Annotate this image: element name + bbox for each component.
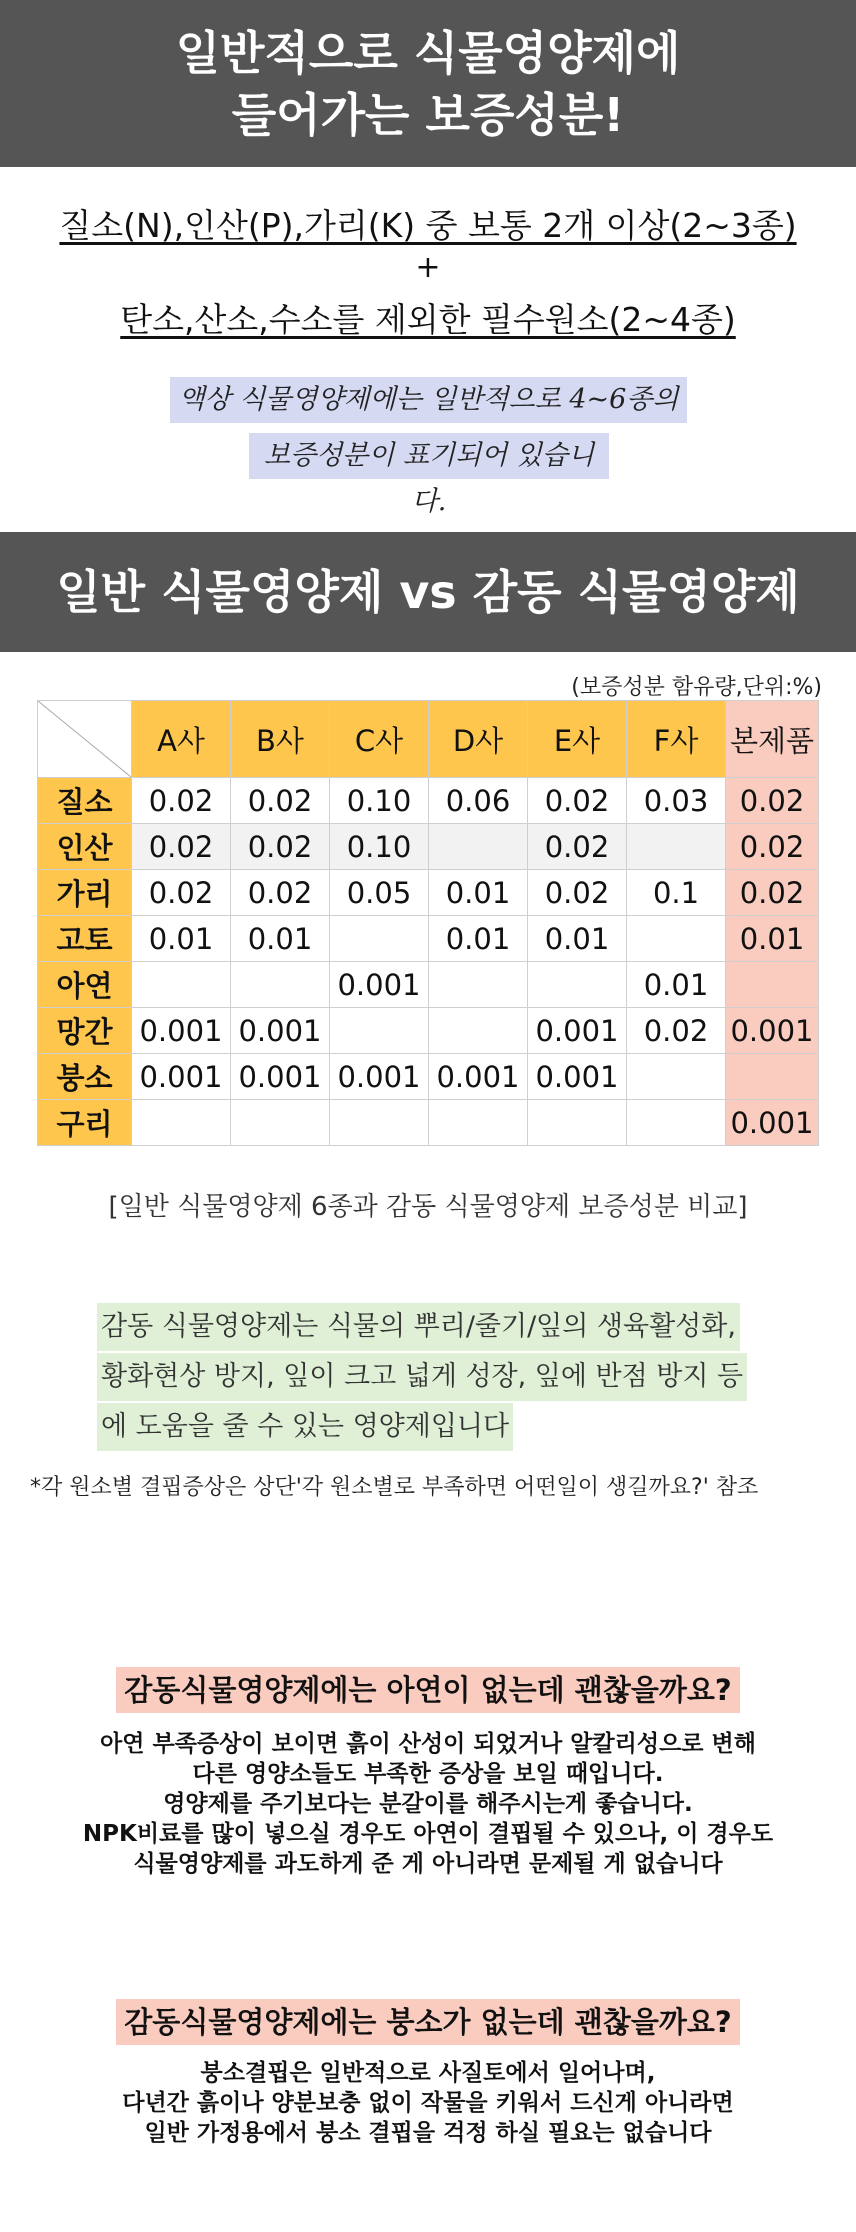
- answer-line: 식물영양제를 과도하게 준 게 아니라면 문제될 게 없습니다: [133, 1851, 723, 1877]
- table-cell: 0.02: [132, 778, 231, 824]
- table-cell: 0.001: [528, 1054, 627, 1100]
- table-cell: [627, 1054, 726, 1100]
- table-row: [38, 824, 819, 870]
- table-cell: [627, 916, 726, 962]
- table-cell: 0.05: [330, 870, 429, 916]
- table-cell: 0.001: [132, 1054, 231, 1100]
- table-cell: 0.02: [132, 870, 231, 916]
- table-cell: 0.01: [231, 916, 330, 962]
- table-cell: [231, 1100, 330, 1146]
- table-cell: [528, 1100, 627, 1146]
- table-header-row: [38, 701, 819, 778]
- column-header: F사: [627, 701, 726, 778]
- table-row: [38, 1100, 819, 1146]
- table-cell: [429, 1100, 528, 1146]
- row-header: 망간: [38, 1008, 132, 1054]
- top-banner-line1: 일반적으로 식물영양제에: [175, 26, 681, 80]
- table-cell: [132, 1100, 231, 1146]
- table-cell: [429, 1008, 528, 1054]
- table-cell: 0.02: [132, 824, 231, 870]
- table-cell: [330, 1008, 429, 1054]
- column-header: D사: [429, 701, 528, 778]
- table-cell: 0.001: [231, 1008, 330, 1054]
- table-row: [38, 916, 819, 962]
- own-product-cell: [726, 1054, 819, 1100]
- table-cell: 0.001: [429, 1054, 528, 1100]
- answer-line: NPK비료를 많이 넣으실 경우도 아연이 결핍될 수 있으나, 이 경우도: [82, 1821, 774, 1847]
- table-cell: 0.03: [627, 778, 726, 824]
- table-row: [38, 1054, 819, 1100]
- table-cell: [627, 824, 726, 870]
- faq-question-text: 감동식물영양제에는 아연이 없는데 괜찮을까요?: [116, 1667, 739, 1713]
- table-cell: 0.02: [231, 778, 330, 824]
- table-cell: 0.10: [330, 824, 429, 870]
- faq-question-zinc: [0, 1668, 856, 1709]
- table-cell: 0.01: [132, 916, 231, 962]
- rule-line2: 탄소,산소,수소를 제외한 필수원소(2~4종): [120, 300, 736, 339]
- table-cell: 0.001: [528, 1008, 627, 1054]
- own-product-cell: [726, 962, 819, 1008]
- answer-line: 다른 영양소들도 부족한 증상을 보일 때입니다.: [192, 1761, 664, 1787]
- handwritten-note-line2: 보증성분이 표기되어 있습니다.: [249, 433, 609, 479]
- own-product-cell: 0.001: [726, 1100, 819, 1146]
- faq-question-boron: [0, 2000, 856, 2041]
- row-header: 구리: [38, 1100, 132, 1146]
- table-row: [38, 1008, 819, 1054]
- own-product-cell: 0.02: [726, 870, 819, 916]
- table-cell: 0.001: [330, 1054, 429, 1100]
- highlight-line1: 감동 식물영양제는 식물의 뿌리/줄기/잎의 생육활성화,: [97, 1303, 740, 1351]
- table-cell: [132, 962, 231, 1008]
- rule-line1: 질소(N),인산(P),가리(K) 중 보통 2개 이상(2~3종): [59, 206, 797, 245]
- row-header: 붕소: [38, 1054, 132, 1100]
- table-row: [38, 778, 819, 824]
- table-corner: [38, 701, 132, 778]
- diagonal-line-icon: [38, 701, 131, 777]
- faq-answer-zinc: [0, 1729, 856, 1879]
- top-banner-line2: 들어가는 보증성분!: [231, 88, 625, 142]
- table-cell: 0.01: [528, 916, 627, 962]
- table-cell: 0.01: [429, 916, 528, 962]
- answer-line: 다년간 흙이나 양분보충 없이 작물을 키워서 드신게 아니라면: [122, 2090, 734, 2116]
- table-row: [38, 870, 819, 916]
- highlight-line2: 황화현상 방지, 잎이 크고 넓게 성장, 잎에 반점 방지 등: [97, 1353, 747, 1401]
- table-cell: [627, 1100, 726, 1146]
- table-caption: [일반 식물영양제 6종과 감동 식물영양제 보증성분 비교]: [108, 1192, 748, 1222]
- comparison-table: [37, 700, 819, 1146]
- own-product-cell: 0.02: [726, 824, 819, 870]
- answer-line: 영양제를 주기보다는 분갈이를 해주시는게 좋습니다.: [163, 1791, 693, 1817]
- table-cell: [330, 1100, 429, 1146]
- compare-banner: [0, 532, 856, 652]
- row-header: 인산: [38, 824, 132, 870]
- table-cell: 0.01: [627, 962, 726, 1008]
- table-cell: 0.02: [627, 1008, 726, 1054]
- own-product-cell: 0.001: [726, 1008, 819, 1054]
- answer-line: 붕소결핍은 일반적으로 사질토에서 일어나며,: [200, 2060, 656, 2086]
- table-cell: 0.02: [231, 824, 330, 870]
- table-cell: [330, 916, 429, 962]
- row-header: 질소: [38, 778, 132, 824]
- column-header: B사: [231, 701, 330, 778]
- column-header-own-product: 본제품: [726, 701, 819, 778]
- table-cell: [429, 962, 528, 1008]
- table-cell: 0.10: [330, 778, 429, 824]
- footnote: *각 원소별 결핍증상은 상단'각 원소별로 부족하면 어떤일이 생길까요?' 참조: [30, 1475, 759, 1500]
- own-product-cell: 0.02: [726, 778, 819, 824]
- compare-banner-title: 일반 식물영양제 vs 감동 식물영양제: [56, 565, 800, 619]
- row-header: 아연: [38, 962, 132, 1008]
- handwritten-note-line1: 액상 식물영양제에는 일반적으로 4~6종의: [170, 377, 687, 423]
- table-cell: 0.1: [627, 870, 726, 916]
- table-cell: 0.001: [330, 962, 429, 1008]
- own-product-cell: 0.01: [726, 916, 819, 962]
- table-cell: [429, 824, 528, 870]
- table-row: [38, 962, 819, 1008]
- faq-answer-boron: [0, 2058, 856, 2148]
- table-cell: 0.001: [231, 1054, 330, 1100]
- table-cell: 0.02: [231, 870, 330, 916]
- row-header: 가리: [38, 870, 132, 916]
- answer-line: 일반 가정용에서 붕소 결핍을 걱정 하실 필요는 없습니다: [144, 2120, 712, 2146]
- faq-question-text: 감동식물영양제에는 붕소가 없는데 괜찮을까요?: [116, 1999, 739, 2045]
- rule-plus: +: [415, 250, 441, 285]
- table-cell: [231, 962, 330, 1008]
- table-cell: 0.06: [429, 778, 528, 824]
- highlight-line3: 에 도움을 줄 수 있는 영양제입니다: [97, 1403, 513, 1451]
- table-cell: 0.02: [528, 778, 627, 824]
- table-cell: 0.01: [429, 870, 528, 916]
- top-banner: [0, 0, 856, 167]
- table-cell: 0.001: [132, 1008, 231, 1054]
- column-header: E사: [528, 701, 627, 778]
- column-header: C사: [330, 701, 429, 778]
- answer-line: 아연 부족증상이 보이면 흙이 산성이 되었거나 알칼리성으로 변해: [100, 1731, 756, 1757]
- units-label: (보증성분 함유량,단위:%): [571, 675, 822, 700]
- table-cell: 0.02: [528, 870, 627, 916]
- table-cell: 0.02: [528, 824, 627, 870]
- column-header: A사: [132, 701, 231, 778]
- row-header: 고토: [38, 916, 132, 962]
- table-cell: [528, 962, 627, 1008]
